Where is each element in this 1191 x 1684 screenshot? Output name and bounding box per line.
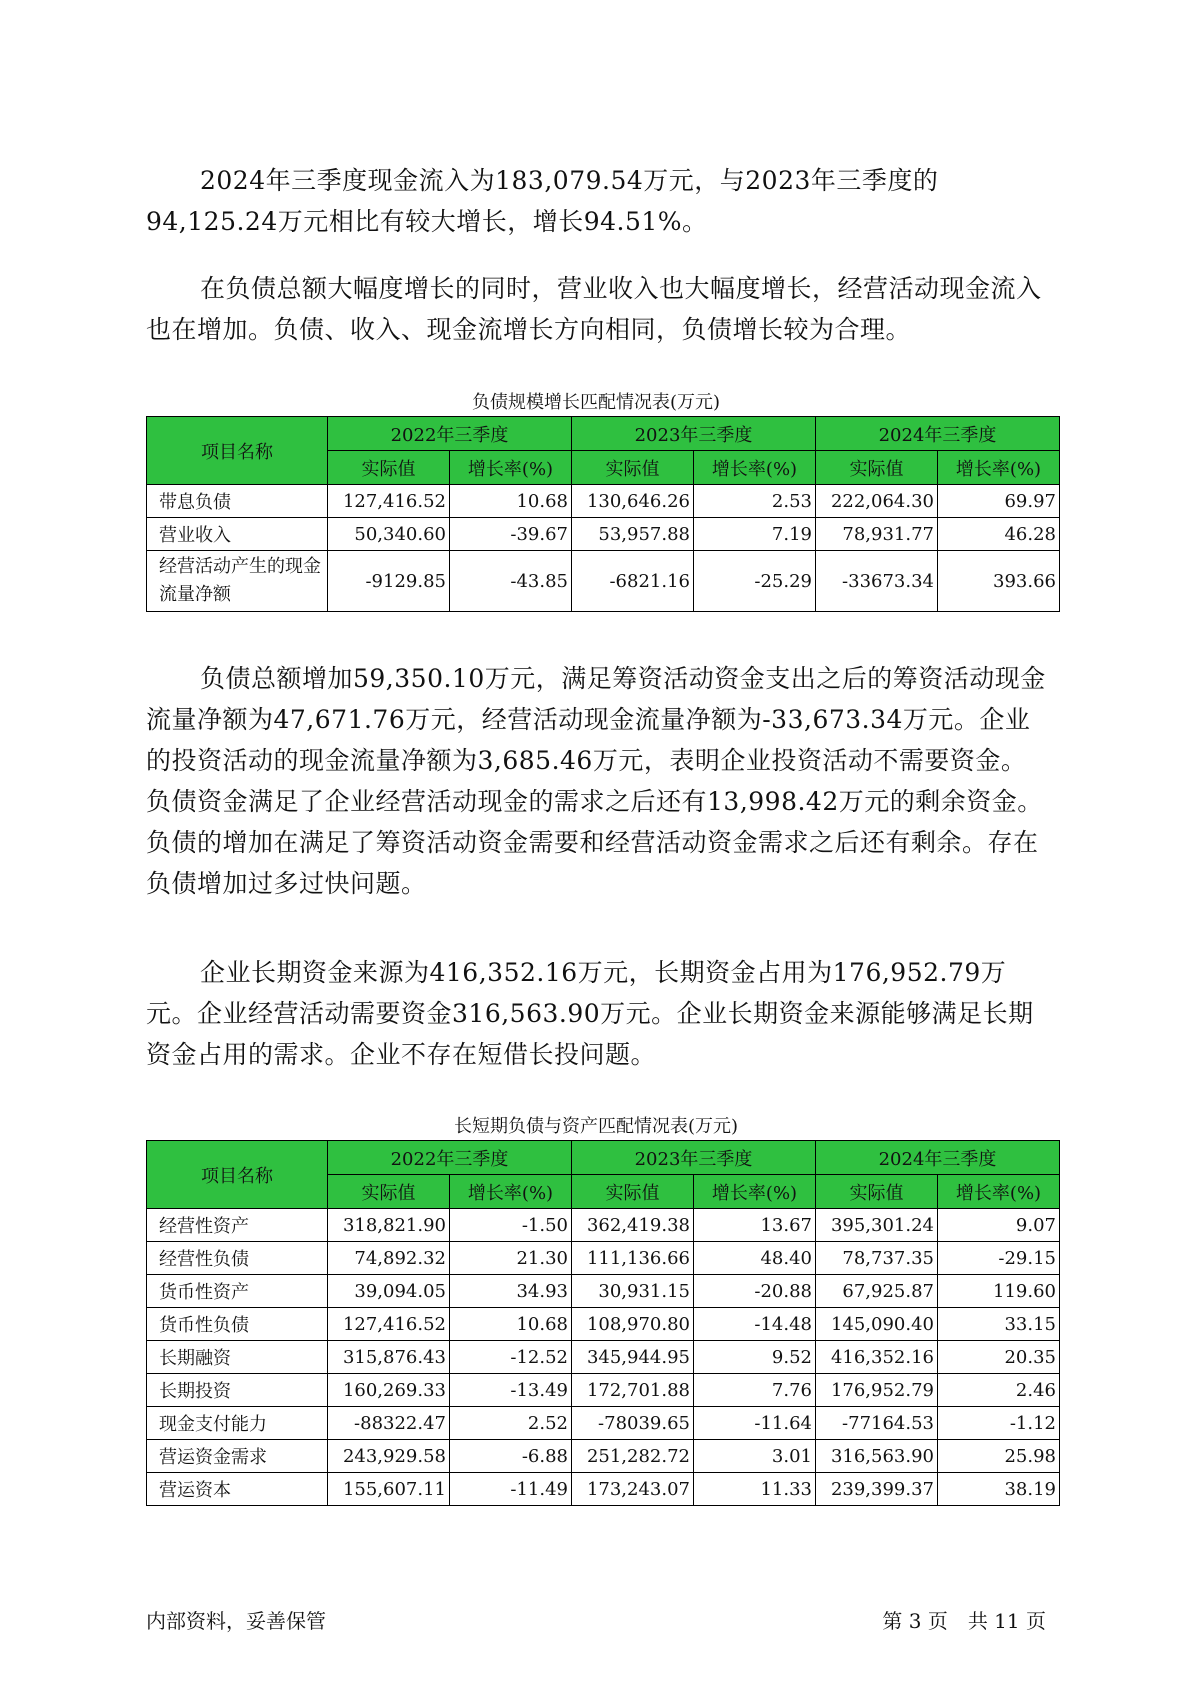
cell-value: 67,925.87 bbox=[816, 1275, 938, 1308]
cell-value: -43.85 bbox=[450, 551, 572, 612]
cell-value: 127,416.52 bbox=[328, 1308, 450, 1341]
cell-value: 173,243.07 bbox=[572, 1473, 694, 1506]
cell-value: 362,419.38 bbox=[572, 1209, 694, 1242]
header-period-2024: 2024年三季度 bbox=[816, 417, 1060, 451]
cell-value: 111,136.66 bbox=[572, 1242, 694, 1275]
header-period-2024: 2024年三季度 bbox=[816, 1141, 1060, 1175]
cell-value: 316,563.90 bbox=[816, 1440, 938, 1473]
paragraph-cash-inflow: 2024年三季度现金流入为183,079.54万元，与2023年三季度的94,125.24万元相比有较大增长，增长94.51%。 bbox=[146, 166, 939, 236]
header-actual: 实际值 bbox=[816, 1175, 938, 1209]
cell-value: -14.48 bbox=[694, 1308, 816, 1341]
cell-value: -25.29 bbox=[694, 551, 816, 612]
footer-page-number: 第 3 页 共 11 页 bbox=[882, 1609, 1046, 1633]
paragraph-debt-growth: 在负债总额大幅度增长的同时，营业收入也大幅度增长，经营活动现金流入也在增加。负债、收入、现金流增长方向相同，负债增长较为合理。 bbox=[146, 274, 1042, 344]
row-label: 营运资本 bbox=[147, 1473, 328, 1506]
cell-value: 21.30 bbox=[450, 1242, 572, 1275]
cell-value: -88322.47 bbox=[328, 1407, 450, 1440]
cell-value: 160,269.33 bbox=[328, 1374, 450, 1407]
header-growth: 增长率(%) bbox=[450, 451, 572, 485]
cell-value: -6.88 bbox=[450, 1440, 572, 1473]
cell-value: -1.50 bbox=[450, 1209, 572, 1242]
cell-value: 10.68 bbox=[450, 1308, 572, 1341]
row-label: 营运资金需求 bbox=[147, 1440, 328, 1473]
cell-value: -78039.65 bbox=[572, 1407, 694, 1440]
cell-value: -39.67 bbox=[450, 518, 572, 551]
cell-value: 251,282.72 bbox=[572, 1440, 694, 1473]
cell-value: 2.46 bbox=[938, 1374, 1060, 1407]
table-row bbox=[147, 1440, 1060, 1473]
cell-value: -12.52 bbox=[450, 1341, 572, 1374]
cell-value: -9129.85 bbox=[328, 551, 450, 612]
cell-value: 315,876.43 bbox=[328, 1341, 450, 1374]
cell-value: 3.01 bbox=[694, 1440, 816, 1473]
cell-value: 9.07 bbox=[938, 1209, 1060, 1242]
cell-value: -1.12 bbox=[938, 1407, 1060, 1440]
cell-value: 7.76 bbox=[694, 1374, 816, 1407]
paragraph-debt-analysis: 负债总额增加59,350.10万元，满足筹资活动资金支出之后的筹资活动现金流量净额为47,671.76万元，经营活动现金流量净额为-33,673.34万元。企业的投资活动的现金流量净额为3,685.46万元，表明企业投资活动不需要资金。负债资金满足了企业经营活动现金的需求之后还有13,998.42万元的剩余资金。负债的增加在满足了筹资活动资金需要和经营活动资金需求之后还有剩余。存在负债增加过多过快问题。 bbox=[146, 664, 1046, 898]
cell-value: 20.35 bbox=[938, 1341, 1060, 1374]
cell-value: -33673.34 bbox=[816, 551, 938, 612]
header-growth: 增长率(%) bbox=[938, 451, 1060, 485]
table-row bbox=[147, 1407, 1060, 1440]
header-actual: 实际值 bbox=[328, 451, 450, 485]
row-label: 经营活动产生的现金流量净额 bbox=[147, 551, 328, 612]
cell-value: 53,957.88 bbox=[572, 518, 694, 551]
header-growth: 增长率(%) bbox=[450, 1175, 572, 1209]
cell-value: 10.68 bbox=[450, 485, 572, 518]
table-row bbox=[147, 1374, 1060, 1407]
cell-value: -11.64 bbox=[694, 1407, 816, 1440]
cell-value: 395,301.24 bbox=[816, 1209, 938, 1242]
cell-value: 74,892.32 bbox=[328, 1242, 450, 1275]
cell-value: 393.66 bbox=[938, 551, 1060, 612]
cell-value: 239,399.37 bbox=[816, 1473, 938, 1506]
header-period-2022: 2022年三季度 bbox=[328, 417, 572, 451]
row-label: 货币性资产 bbox=[147, 1275, 328, 1308]
cell-value: 46.28 bbox=[938, 518, 1060, 551]
cell-value: 34.93 bbox=[450, 1275, 572, 1308]
paragraph-long-term-funds: 企业长期资金来源为416,352.16万元，长期资金占用为176,952.79万元。企业经营活动需要资金316,563.90万元。企业长期资金来源能够满足长期资金占用的需求。企业不存在短借长投问题。 bbox=[146, 958, 1034, 1069]
cell-value: -29.15 bbox=[938, 1242, 1060, 1275]
header-period-2023: 2023年三季度 bbox=[572, 417, 816, 451]
cell-value: -11.49 bbox=[450, 1473, 572, 1506]
cell-value: 25.98 bbox=[938, 1440, 1060, 1473]
long-short-debt-asset-table bbox=[146, 1140, 1060, 1506]
cell-value: 38.19 bbox=[938, 1473, 1060, 1506]
row-label: 货币性负债 bbox=[147, 1308, 328, 1341]
header-item-name: 项目名称 bbox=[147, 1141, 328, 1209]
cell-value: -20.88 bbox=[694, 1275, 816, 1308]
cell-value: 39,094.05 bbox=[328, 1275, 450, 1308]
header-growth: 增长率(%) bbox=[694, 451, 816, 485]
table-row bbox=[147, 1242, 1060, 1275]
row-label: 长期融资 bbox=[147, 1341, 328, 1374]
cell-value: 127,416.52 bbox=[328, 485, 450, 518]
row-label: 经营性资产 bbox=[147, 1209, 328, 1242]
header-period-2022: 2022年三季度 bbox=[328, 1141, 572, 1175]
cell-value: 50,340.60 bbox=[328, 518, 450, 551]
table2-caption: 长短期负债与资产匹配情况表(万元) bbox=[453, 1116, 739, 1137]
table2-body bbox=[147, 1209, 1060, 1506]
cell-value: 13.67 bbox=[694, 1209, 816, 1242]
cell-value: 416,352.16 bbox=[816, 1341, 938, 1374]
table-row bbox=[147, 518, 1060, 551]
header-period-2023: 2023年三季度 bbox=[572, 1141, 816, 1175]
cell-value: 145,090.40 bbox=[816, 1308, 938, 1341]
table-row bbox=[147, 1473, 1060, 1506]
cell-value: 318,821.90 bbox=[328, 1209, 450, 1242]
cell-value: -77164.53 bbox=[816, 1407, 938, 1440]
row-label: 营业收入 bbox=[147, 518, 328, 551]
debt-growth-match-table bbox=[146, 416, 1060, 612]
table-row bbox=[147, 1308, 1060, 1341]
cell-value: 345,944.95 bbox=[572, 1341, 694, 1374]
header-growth: 增长率(%) bbox=[694, 1175, 816, 1209]
row-label: 带息负债 bbox=[147, 485, 328, 518]
cell-value: 78,737.35 bbox=[816, 1242, 938, 1275]
cell-value: 11.33 bbox=[694, 1473, 816, 1506]
cell-value: -13.49 bbox=[450, 1374, 572, 1407]
header-actual: 实际值 bbox=[572, 451, 694, 485]
cell-value: 108,970.80 bbox=[572, 1308, 694, 1341]
cell-value: 2.53 bbox=[694, 485, 816, 518]
header-growth: 增长率(%) bbox=[938, 1175, 1060, 1209]
cell-value: 119.60 bbox=[938, 1275, 1060, 1308]
cell-value: 78,931.77 bbox=[816, 518, 938, 551]
header-actual: 实际值 bbox=[328, 1175, 450, 1209]
table-row bbox=[147, 1341, 1060, 1374]
table-row bbox=[147, 485, 1060, 518]
table-row bbox=[147, 551, 1060, 612]
cell-value: 69.97 bbox=[938, 485, 1060, 518]
cell-value: 30,931.15 bbox=[572, 1275, 694, 1308]
cell-value: 48.40 bbox=[694, 1242, 816, 1275]
cell-value: 243,929.58 bbox=[328, 1440, 450, 1473]
cell-value: 155,607.11 bbox=[328, 1473, 450, 1506]
header-actual: 实际值 bbox=[816, 451, 938, 485]
cell-value: 33.15 bbox=[938, 1308, 1060, 1341]
table1-caption: 负债规模增长匹配情况表(万元) bbox=[471, 392, 721, 413]
cell-value: 9.52 bbox=[694, 1341, 816, 1374]
cell-value: 2.52 bbox=[450, 1407, 572, 1440]
header-item-name: 项目名称 bbox=[147, 417, 328, 485]
header-actual: 实际值 bbox=[572, 1175, 694, 1209]
cell-value: -6821.16 bbox=[572, 551, 694, 612]
cell-value: 7.19 bbox=[694, 518, 816, 551]
cell-value: 222,064.30 bbox=[816, 485, 938, 518]
row-label: 长期投资 bbox=[147, 1374, 328, 1407]
row-label: 现金支付能力 bbox=[147, 1407, 328, 1440]
table-row bbox=[147, 1275, 1060, 1308]
cell-value: 130,646.26 bbox=[572, 485, 694, 518]
cell-value: 172,701.88 bbox=[572, 1374, 694, 1407]
footer-confidential: 内部资料，妥善保管 bbox=[146, 1609, 326, 1633]
table-row bbox=[147, 1209, 1060, 1242]
row-label: 经营性负债 bbox=[147, 1242, 328, 1275]
cell-value: 176,952.79 bbox=[816, 1374, 938, 1407]
